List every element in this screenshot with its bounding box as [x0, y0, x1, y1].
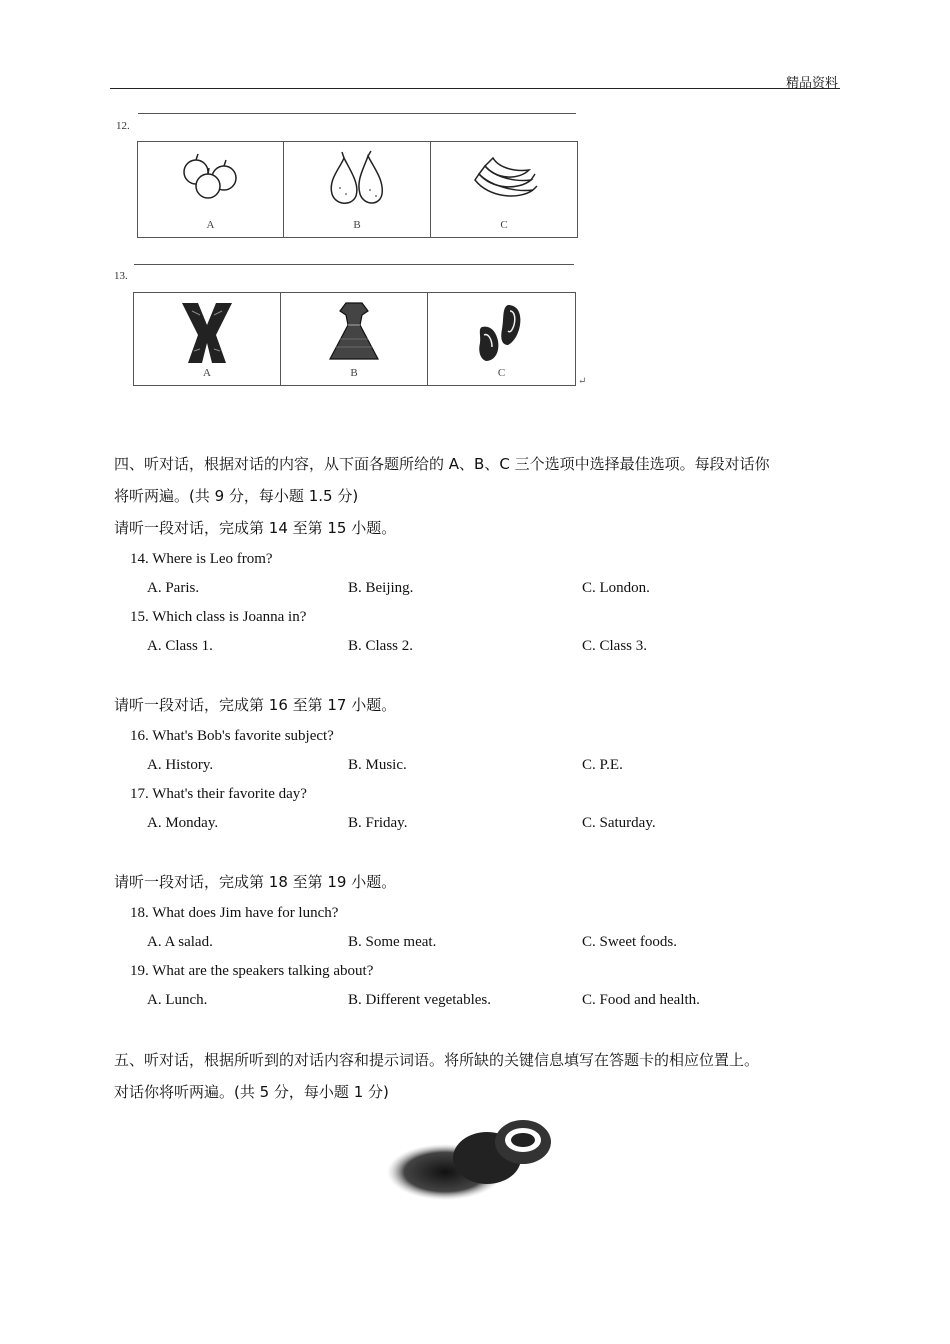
question-13-number: 13. — [114, 270, 128, 282]
question-14-option-c: C. London. — [582, 580, 650, 596]
shoes-icon — [472, 301, 532, 365]
pears-icon — [322, 150, 392, 210]
section4-intro-line1: 四、听对话，根据对话的内容，从下面各题所给的 A、B、C 三个选项中选择最佳选项。每段对话你 — [114, 455, 770, 473]
question-17-option-b: B. Friday. — [348, 815, 408, 831]
food-photo-image — [385, 1108, 555, 1212]
scarf-icon — [176, 301, 238, 365]
question-15-option-c: C. Class 3. — [582, 638, 648, 654]
question-18-option-c: C. Sweet foods. — [582, 934, 677, 950]
question-17-option-c: C. Saturday. — [582, 815, 656, 831]
group1-instruction: 请听一段对话，完成第 14 至第 15 小题。 — [114, 519, 397, 537]
page-header-label: 精品资料 — [785, 76, 838, 91]
bananas-icon — [469, 150, 539, 206]
option-c-label: C — [500, 219, 508, 231]
option-a-cell — [134, 293, 281, 385]
question-16-option-a: A. History. — [147, 757, 214, 773]
question-14-option-a: A. Paris. — [147, 580, 200, 596]
question-12-picture-table — [137, 141, 578, 238]
option-c-cell — [431, 142, 577, 237]
question-14-option-b: B. Beijing. — [348, 580, 414, 596]
group3-instruction: 请听一段对话，完成第 18 至第 19 小题。 — [114, 873, 397, 891]
section5-intro-line2: 对话你将听两遍。(共 5 分，每小题 1 分) — [114, 1083, 389, 1101]
question-16-option-b: B. Music. — [348, 757, 407, 773]
question-18-option-a: A. A salad. — [147, 934, 213, 950]
question-17-text: 17. What's their favorite day? — [130, 786, 307, 802]
question-16-option-c: C. P.E. — [582, 757, 623, 773]
question-19-option-b: B. Different vegetables. — [348, 992, 492, 1008]
section4-intro-line2: 将听两遍。(共 9 分，每小题 1.5 分) — [114, 487, 359, 505]
option-a-label: A — [203, 367, 211, 379]
question-19-text: 19. What are the speakers talking about? — [130, 963, 374, 979]
question-13-picture-table — [133, 292, 576, 386]
question-16-text: 16. What's Bob's favorite subject? — [130, 728, 334, 744]
question-15-text: 15. Which class is Joanna in? — [130, 609, 307, 625]
question-12-number: 12. — [116, 120, 130, 132]
question-19-option-a: A. Lunch. — [147, 992, 208, 1008]
option-b-cell — [284, 142, 431, 237]
option-c-label: C — [497, 367, 506, 379]
section5-intro-line1: 五、听对话，根据所听到的对话内容和提示词语。将所缺的关键信息填写在答题卡的相应位置上。 — [114, 1051, 760, 1069]
question-15-option-b: B. Class 2. — [348, 638, 414, 654]
option-b-cell — [281, 293, 428, 385]
question-18-text: 18. What does Jim have for lunch? — [130, 905, 339, 921]
option-c-cell — [428, 293, 575, 385]
apples-icon — [176, 150, 246, 206]
group2-instruction: 请听一段对话，完成第 16 至第 17 小题。 — [114, 696, 397, 714]
option-a-cell — [138, 142, 284, 237]
question-14-text: 14. Where is Leo from? — [130, 551, 273, 567]
question-17-option-a: A. Monday. — [147, 815, 219, 831]
paragraph-return-mark: ↵ — [578, 376, 587, 387]
question-18-option-b: B. Some meat. — [348, 934, 437, 950]
dress-icon — [326, 301, 382, 365]
option-a-label: A — [206, 219, 215, 231]
option-b-label: B — [353, 219, 361, 231]
option-b-label: B — [350, 367, 358, 379]
question-13-topline — [134, 264, 574, 265]
question-15-option-a: A. Class 1. — [147, 638, 213, 654]
header-rule — [110, 88, 840, 89]
question-19-option-c: C. Food and health. — [582, 992, 700, 1008]
question-12-topline — [138, 113, 576, 114]
